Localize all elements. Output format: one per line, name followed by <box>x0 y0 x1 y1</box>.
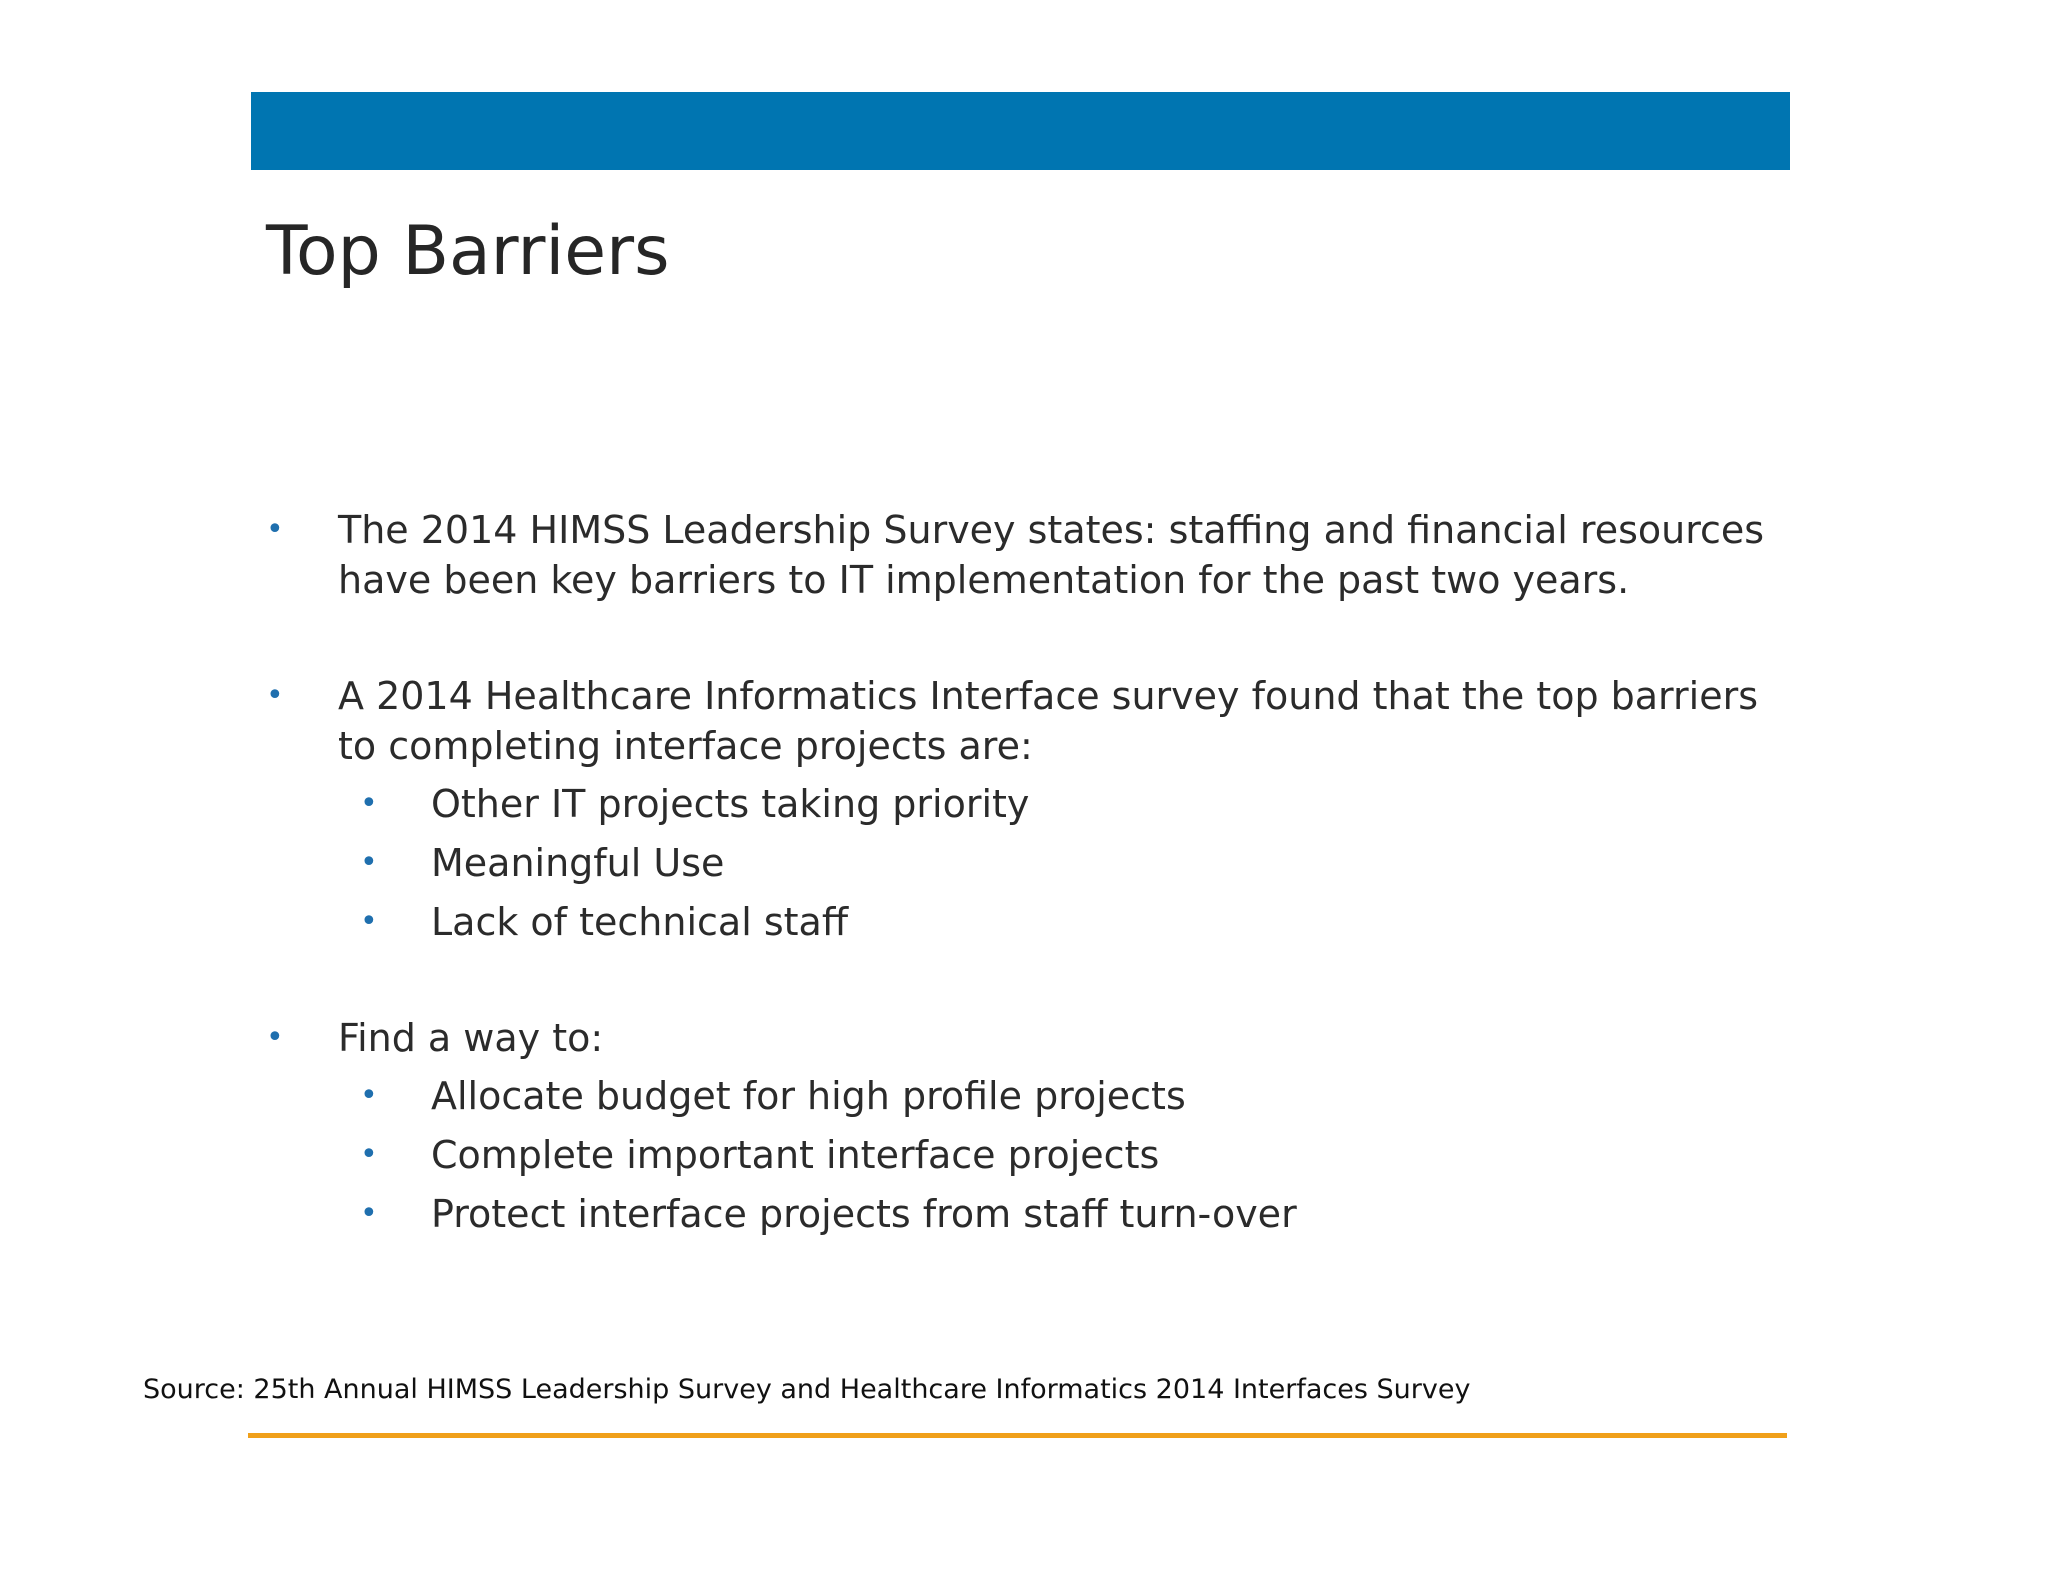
sub-bullet-text: Allocate budget for high profile projects <box>431 1074 1186 1118</box>
bullet-item <box>258 505 1798 605</box>
bullet-text: The 2014 HIMSS Leadership Survey states: staffing and financial resources have been key barriers to IT implementation for the past two years. <box>338 508 1765 602</box>
bullet-item <box>258 671 1798 771</box>
bullet-dot-icon: • <box>360 904 378 939</box>
bullet-dot-icon: • <box>360 786 378 821</box>
bullet-dot-icon: • <box>360 1078 378 1113</box>
bullet-dot-icon: • <box>360 845 378 880</box>
bullet-item <box>258 1013 1798 1063</box>
sub-bullet-item <box>258 1189 1798 1239</box>
sub-bullet-text: Lack of technical staff <box>431 900 849 944</box>
sub-bullet-item <box>258 838 1798 888</box>
sub-bullet-text: Protect interface projects from staff turn-over <box>431 1192 1297 1236</box>
sub-bullet-text: Meaningful Use <box>431 841 725 885</box>
header-bar <box>251 92 1790 170</box>
sub-bullet-list <box>258 779 1798 947</box>
bullet-text: Find a way to: <box>338 1016 604 1060</box>
bullet-dot-icon: • <box>266 1020 284 1055</box>
bullet-dot-icon: • <box>266 678 284 713</box>
sub-bullet-item <box>258 897 1798 947</box>
bullet-text: A 2014 Healthcare Informatics Interface survey found that the top barriers to completing interface projects are: <box>338 674 1758 768</box>
bullet-list <box>258 505 1798 1248</box>
bullet-dot-icon: • <box>360 1196 378 1231</box>
sub-bullet-text: Other IT projects taking priority <box>431 782 1030 826</box>
footer-rule <box>248 1433 1787 1438</box>
slide-title: Top Barriers <box>266 212 670 291</box>
bullet-dot-icon: • <box>360 1137 378 1172</box>
sub-bullet-item <box>258 779 1798 829</box>
sub-bullet-text: Complete important interface projects <box>431 1133 1160 1177</box>
sub-bullet-item <box>258 1071 1798 1121</box>
bullet-dot-icon: • <box>266 512 284 547</box>
source-citation: Source: 25th Annual HIMSS Leadership Survey and Healthcare Informatics 2014 Interfaces Survey <box>143 1374 1471 1405</box>
sub-bullet-list <box>258 1071 1798 1239</box>
sub-bullet-item <box>258 1130 1798 1180</box>
